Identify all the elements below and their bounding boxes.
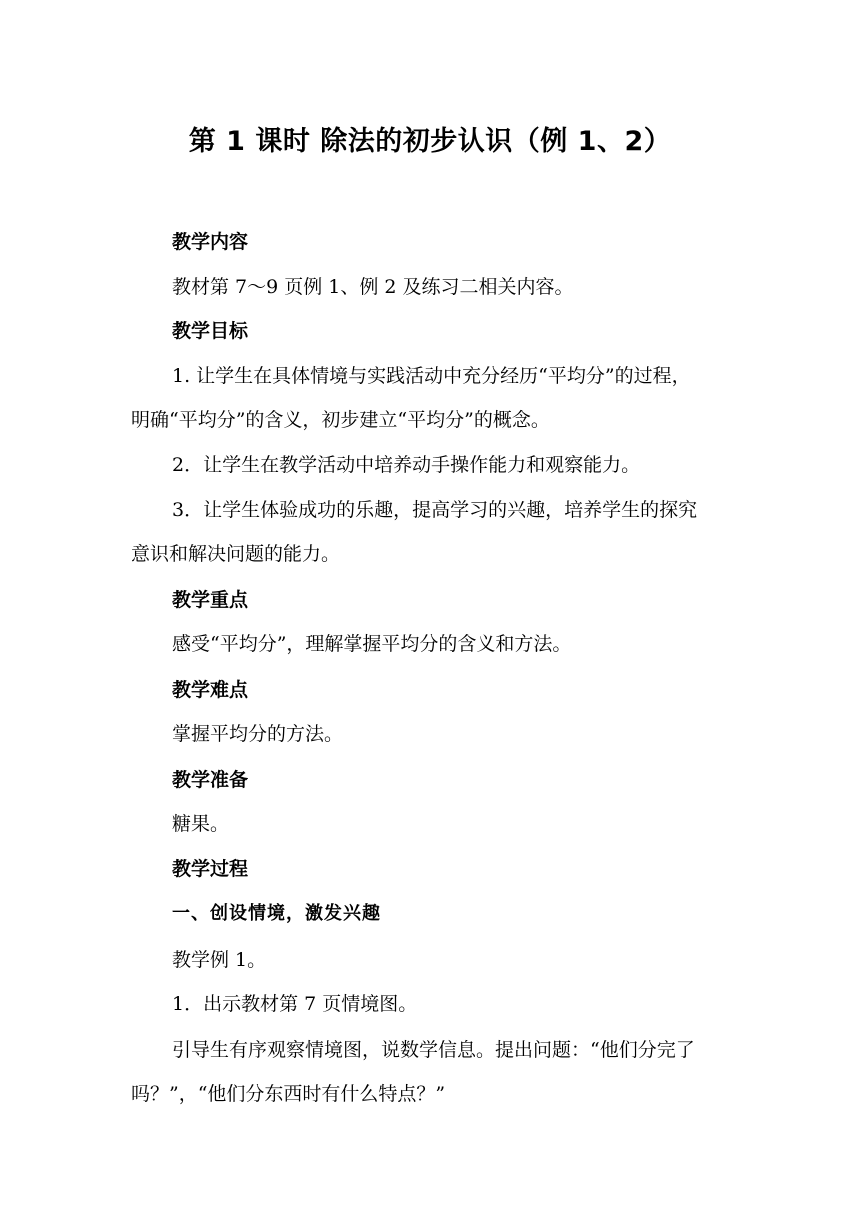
prep-text: 糖果。 <box>172 813 230 835</box>
goal-3-line-2: 意识和解决问题的能力。 <box>131 543 341 565</box>
content-text: 教材第 7～9 页例 1、例 2 及练习二相关内容。 <box>172 276 574 298</box>
step-1-guide-line-2: 吗？”，“他们分东西时有什么特点？” <box>131 1083 446 1105</box>
goal-1-line-2: 明确“平均分”的含义，初步建立“平均分”的概念。 <box>131 409 550 431</box>
step-1-item-1: 1．出示教材第 7 页情境图。 <box>172 993 418 1015</box>
lesson-title: 第 1 课时 除法的初步认识（例 1、2） <box>188 126 672 157</box>
goal-1-line-1: 1. 让学生在具体情境与实践活动中充分经历“平均分”的过程， <box>172 365 691 387</box>
step-1-intro: 教学例 1。 <box>172 949 267 971</box>
process-heading: 教学过程 <box>172 858 249 880</box>
prep-heading: 教学准备 <box>172 769 249 791</box>
content-heading: 教学内容 <box>172 231 249 253</box>
difficulty-heading: 教学难点 <box>172 679 249 701</box>
goal-2: 2．让学生在教学活动中培养动手操作能力和观察能力。 <box>172 454 641 476</box>
step-1-guide-line-1: 引导生有序观察情境图，说数学信息。提出问题：“他们分完了 <box>172 1039 695 1061</box>
step-1-heading: 一、创设情境，激发兴趣 <box>172 903 381 924</box>
goals-heading: 教学目标 <box>172 320 249 342</box>
key-text: 感受“平均分”，理解掌握平均分的含义和方法。 <box>172 633 572 655</box>
difficulty-text: 掌握平均分的方法。 <box>172 723 344 745</box>
goal-3-line-1: 3．让学生体验成功的乐趣，提高学习的兴趣，培养学生的探究 <box>172 499 698 521</box>
key-heading: 教学重点 <box>172 589 249 611</box>
